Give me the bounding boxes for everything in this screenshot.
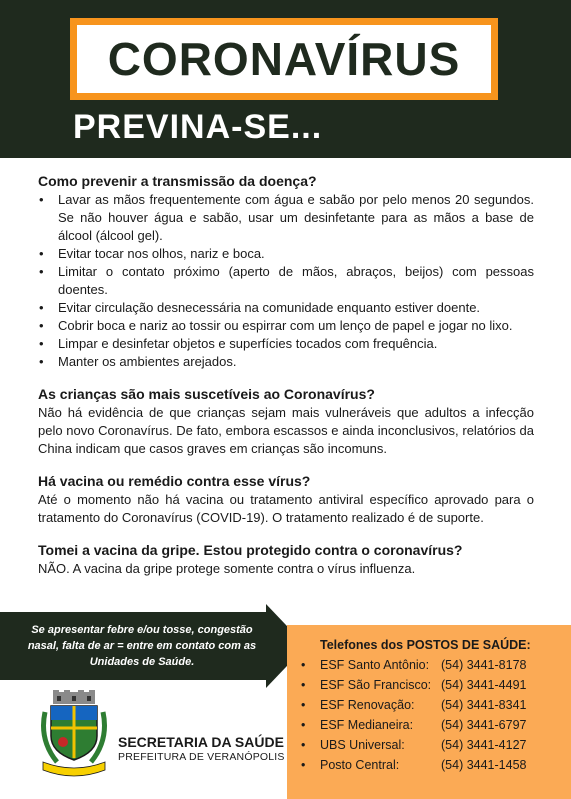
phone-row xyxy=(301,718,527,732)
list-item-text: Lavar as mãos frequentemente com água e sabão por pelo menos 20 segundos. Se não houver água e sabão, usar um desinfetante para as mãos a base de álcool (álcool gel). xyxy=(58,192,534,243)
phone-row xyxy=(301,658,527,672)
list-item-text: Manter os ambientes arejados. xyxy=(58,354,237,369)
phone-name: ESF Santo Antônio: xyxy=(320,658,430,672)
bullet-icon: • xyxy=(39,300,44,315)
phone-number: (54) 3441-4127 xyxy=(441,738,527,752)
phone-row xyxy=(301,678,527,692)
bullet-icon: • xyxy=(301,718,306,732)
bullet-icon: • xyxy=(301,758,306,772)
page-subtitle: PREVINA-SE... xyxy=(73,108,323,146)
phone-name: Posto Central: xyxy=(320,758,400,772)
secretaria-label: SECRETARIA DA SAÚDE xyxy=(118,734,284,750)
phone-number: (54) 3441-8341 xyxy=(441,698,527,712)
answer-vaccine: Até o momento não há vacina ou tratamento antiviral específico aprovado para o tratamento do Coronavírus (COVID-19). O tratamento realizado é de suporte. xyxy=(38,492,534,525)
list-item-text: Limitar o contato próximo (aperto de mãos, abraços, beijos) com pessoas doentes. xyxy=(58,264,534,297)
bullet-icon: • xyxy=(39,336,44,351)
phone-row xyxy=(301,738,527,752)
list-item-text: Cobrir boca e nariz ao tossir ou espirrar com um lenço de papel e jogar no lixo. xyxy=(58,318,513,333)
bullet-icon: • xyxy=(39,246,44,261)
title-frame xyxy=(70,18,498,100)
bullet-icon: • xyxy=(301,658,306,672)
content-body xyxy=(38,172,534,578)
phone-row xyxy=(301,758,527,772)
prevention-list xyxy=(38,191,534,371)
phone-name: ESF São Francisco: xyxy=(320,678,432,692)
list-item xyxy=(38,191,534,245)
list-item xyxy=(38,353,534,371)
list-item-text: Evitar tocar nos olhos, nariz e boca. xyxy=(58,246,265,261)
page-title: CORONAVÍRUS xyxy=(107,33,461,85)
bullet-icon: • xyxy=(301,738,306,752)
phone-name: ESF Medianeira: xyxy=(320,718,414,732)
phone-name: UBS Universal: xyxy=(320,738,405,752)
phone-number: (54) 3441-4491 xyxy=(441,678,527,692)
title-inner xyxy=(77,25,491,93)
bullet-icon: • xyxy=(39,318,44,333)
list-item-text: Limpar e desinfetar objetos e superfícies tocados com frequência. xyxy=(58,336,438,351)
phone-number: (54) 3441-8178 xyxy=(441,658,527,672)
phone-number: (54) 3441-1458 xyxy=(441,758,527,772)
header-banner xyxy=(0,0,571,158)
list-item xyxy=(38,263,534,299)
bullet-icon: • xyxy=(301,698,306,712)
list-item xyxy=(38,299,534,317)
bullet-icon: • xyxy=(39,354,44,369)
phones-title: Telefones dos POSTOS DE SAÚDE: xyxy=(320,638,531,652)
list-item-text: Evitar circulação desnecessária na comunidade enquanto estiver doente. xyxy=(58,300,481,315)
phone-name: ESF Renovação: xyxy=(320,698,415,712)
bullet-icon: • xyxy=(301,678,306,692)
question-vaccine: Há vacina ou remédio contra esse vírus? xyxy=(38,473,311,489)
list-item xyxy=(38,317,534,335)
list-item xyxy=(38,245,534,263)
prefeitura-label: PREFEITURA DE VERANÓPOLIS xyxy=(118,751,285,763)
municipal-crest-icon xyxy=(37,690,111,778)
question-prevent: Como prevenir a transmissão da doença? xyxy=(38,173,317,189)
answer-flu: NÃO. A vacina da gripe protege somente contra o vírus influenza. xyxy=(38,561,416,576)
question-flu: Tomei a vacina da gripe. Estou protegido contra o coronavírus? xyxy=(38,542,463,558)
question-children: As crianças são mais suscetíveis ao Coronavírus? xyxy=(38,386,375,402)
bullet-icon: • xyxy=(39,264,44,279)
phone-number: (54) 3441-6797 xyxy=(441,718,527,732)
bullet-icon: • xyxy=(39,192,44,207)
answer-children: Não há evidência de que crianças sejam mais vulneráveis que adultos a infecção pelo novo Coronavírus. De fato, embora escassos e ainda inconclusivos, relatórios da China indicam que casos graves em crianças são incomuns. xyxy=(38,405,534,456)
list-item xyxy=(38,335,534,353)
alert-text: Se apresentar febre e/ou tosse, congestão nasal, falta de ar = entre em contato com as Unidades de Saúde. xyxy=(27,624,257,668)
phone-row xyxy=(301,698,527,712)
